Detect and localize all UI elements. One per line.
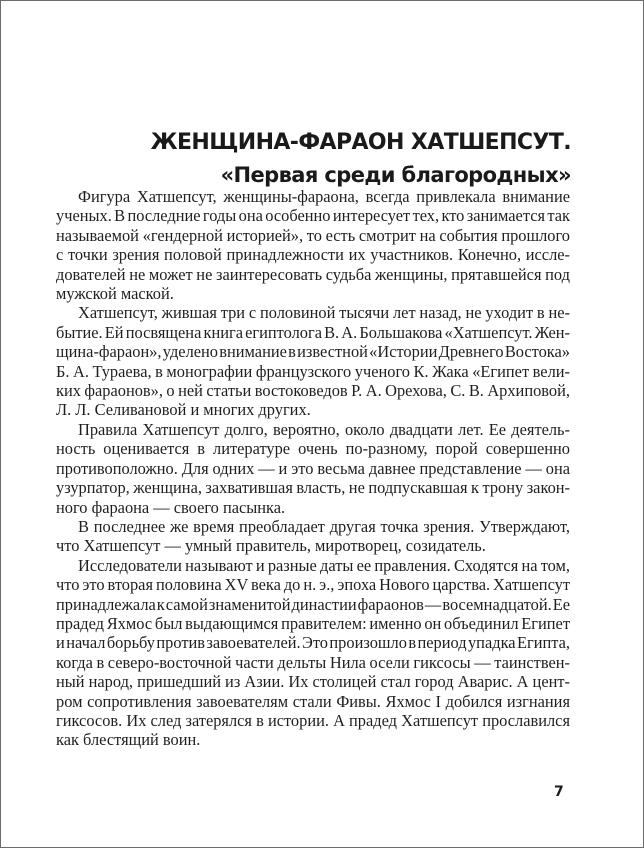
text-line: ный народ, пришедший из Азии. Их столицей стал город Аварис. А цент- bbox=[56, 672, 570, 692]
paragraph-4 bbox=[56, 517, 570, 556]
text-line: и начал борьбу против завоевателей. Это произошло в период упадка Египта, bbox=[56, 633, 570, 653]
text-line: бытие. Ей посвящена книга египтолога В. А. Большакова «Хатшепсут. Жен- bbox=[56, 322, 570, 342]
text-line: прадед Яхмос был выдающимся правителем: именно он объединил Египет bbox=[56, 613, 570, 633]
text-line: что это вторая половина XV века до н. э., эпоха Нового царства. Хатшепсут bbox=[56, 575, 570, 595]
text-line: ром сопротивления завоевателям стали Фивы. Яхмос I добился изгнания bbox=[56, 691, 570, 711]
text-line: Фигура Хатшепсут, женщины-фараона, всегда привлекала внимание bbox=[78, 187, 570, 206]
chapter-subtitle: «Первая среди благородных» bbox=[220, 163, 571, 187]
text-line: Хатшепсут, жившая три с половиной тысячи лет назад, не уходит в не- bbox=[78, 303, 570, 323]
paragraph-5 bbox=[56, 556, 570, 750]
text-line: с точки зрения половой принадлежности их участников. Конечно, иссле- bbox=[56, 245, 570, 265]
text-line: Л. Л. Селивановой и многих других. bbox=[56, 400, 311, 420]
paragraph-1 bbox=[56, 187, 570, 303]
text-line: мужской маской. bbox=[56, 284, 174, 304]
text-line: ного фараона — своего пасынка. bbox=[56, 497, 286, 517]
text-line: ность оценивается в литературе очень по-разному, порой совершенно bbox=[56, 439, 570, 459]
text-line: В последнее же время преобладает другая точка зрения. Утверждают, bbox=[78, 516, 570, 536]
text-line: узурпатор, женщина, захватившая власть, не подпускавшая к трону закон- bbox=[56, 478, 570, 498]
text-line: ких фараонов», о ней статьи востоковедов Р. А. Орехова, С. В. Архиповой, bbox=[56, 381, 570, 401]
text-line: гиксосов. Их след затерялся в истории. А прадед Хатшепсут прославился bbox=[56, 710, 570, 730]
text-line: щина-фараон», уделено внимание в известной «Истории Древнего Востока» bbox=[56, 342, 570, 362]
paragraph-2 bbox=[56, 303, 570, 419]
text-line: что Хатшепсут — умный правитель, миротворец, созидатель. bbox=[56, 536, 486, 556]
paragraph-3 bbox=[56, 420, 570, 517]
text-line: Правила Хатшепсут долго, вероятно, около двадцати лет. Ее деятель- bbox=[78, 419, 570, 439]
chapter-title bbox=[151, 127, 571, 191]
page-number: 7 bbox=[554, 784, 564, 800]
text-line: как блестящий воин. bbox=[56, 730, 201, 750]
text-line: когда в северо-восточной части дельты Нила осели гиксосы — таинствен- bbox=[56, 652, 570, 672]
text-line: Б. А. Тураева, в монографии французского ученого К. Жака «Египет вели- bbox=[56, 361, 570, 381]
text-line: принадлежала к самой знаменитой династии фараонов — восемнадцатой. Ее bbox=[56, 594, 570, 614]
text-line: противоположно. Для одних — и это весьма давнее представление — она bbox=[56, 458, 570, 478]
text-line: Исследователи называют и разные даты ее правления. Сходятся на том, bbox=[78, 555, 570, 575]
body-text bbox=[56, 187, 570, 750]
chapter-title-line-1: ЖЕНЩИНА-ФАРАОН ХАТШЕПСУТ. bbox=[150, 130, 571, 155]
text-line: называемой «гендерной историей», то есть смотрит на события прошлого bbox=[56, 225, 570, 245]
text-line: ученых. В последние годы она особенно интересует тех, кто занимается так bbox=[56, 206, 570, 226]
text-line: дователей не может не заинтересовать судьба женщины, прятавшейся под bbox=[56, 264, 570, 284]
